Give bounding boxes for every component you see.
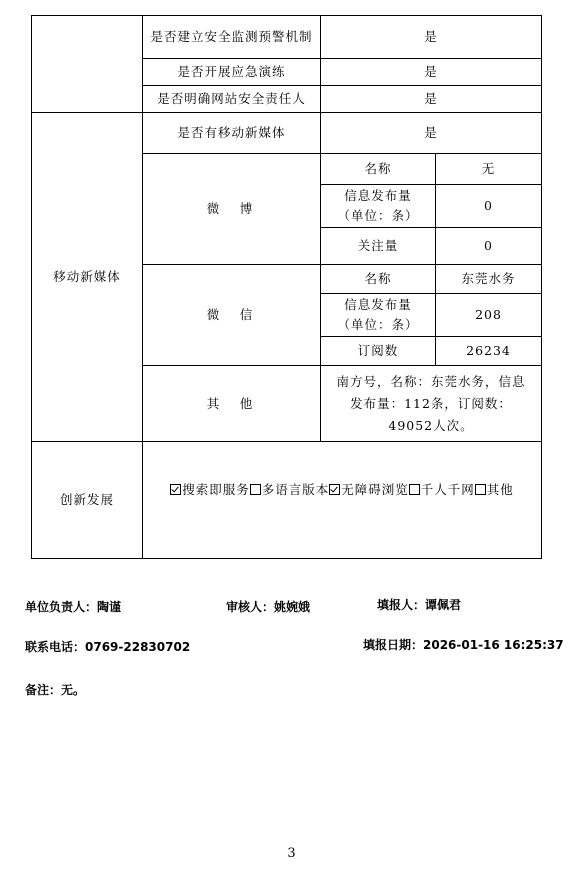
wechat-subscribers-value: 26234 [436, 337, 542, 366]
unit-head: 单位负责人：陶谨 [25, 600, 122, 614]
wechat-name-label: 名称 [321, 265, 436, 294]
fill-date: 填报日期：2026-01-16 16:25:37 [363, 638, 564, 652]
filler: 填报人：谭佩君 [377, 598, 462, 612]
wechat-subscribers-label: 订阅数 [321, 337, 436, 366]
safety-monitoring-value: 是 [321, 16, 542, 59]
other-media-value: 南方号，名称：东莞水务，信息发布量：112条，订阅数：49052人次。 [321, 366, 542, 442]
wechat-posts-value: 208 [436, 294, 542, 337]
has-mobile-media-label: 是否有移动新媒体 [143, 113, 321, 154]
has-mobile-media-value: 是 [321, 113, 542, 154]
weibo-name-label: 名称 [321, 154, 436, 185]
emergency-drill-label: 是否开展应急演练 [143, 59, 321, 86]
innovation-label: 创新发展 [32, 442, 143, 559]
checkbox-icon [475, 484, 486, 495]
option-accessibility[interactable]: 无障碍浏览 [329, 482, 409, 497]
option-multilingual[interactable]: 多语言版本 [250, 482, 330, 497]
option-other[interactable]: 其他 [475, 482, 514, 497]
wechat-label: 微 信 [143, 265, 321, 366]
safety-officer-value: 是 [321, 86, 542, 113]
option-personalized[interactable]: 千人千网 [409, 482, 475, 497]
safety-officer-label: 是否明确网站安全责任人 [143, 86, 321, 113]
weibo-posts-value: 0 [436, 185, 542, 228]
wechat-name-value: 东莞水务 [436, 265, 542, 294]
emergency-drill-value: 是 [321, 59, 542, 86]
other-media-label: 其 他 [143, 366, 321, 442]
weibo-followers-value: 0 [436, 228, 542, 265]
contact-phone: 联系电话：0769-22830702 [25, 640, 191, 654]
wechat-posts-label: 信息发布量（单位：条） [321, 294, 436, 337]
innovation-options [143, 442, 542, 559]
weibo-name-value: 无 [436, 154, 542, 185]
report-table [31, 15, 542, 559]
checkbox-icon [250, 484, 261, 495]
reviewer: 审核人：姚婉娥 [226, 600, 311, 614]
option-search-as-service[interactable]: 搜索即服务 [170, 482, 250, 497]
safety-monitoring-label: 是否建立安全监测预警机制 [143, 16, 321, 59]
mobile-media-group-label: 移动新媒体 [32, 113, 143, 442]
checkbox-icon [409, 484, 420, 495]
checkbox-icon [329, 484, 340, 495]
weibo-posts-label: 信息发布量（单位：条） [321, 185, 436, 228]
page-number: 3 [287, 846, 296, 861]
weibo-followers-label: 关注量 [321, 228, 436, 265]
weibo-label: 微 博 [143, 154, 321, 265]
checkbox-icon [170, 484, 181, 495]
remark: 备注：无。 [25, 683, 86, 697]
blank-group-cell [32, 16, 143, 113]
